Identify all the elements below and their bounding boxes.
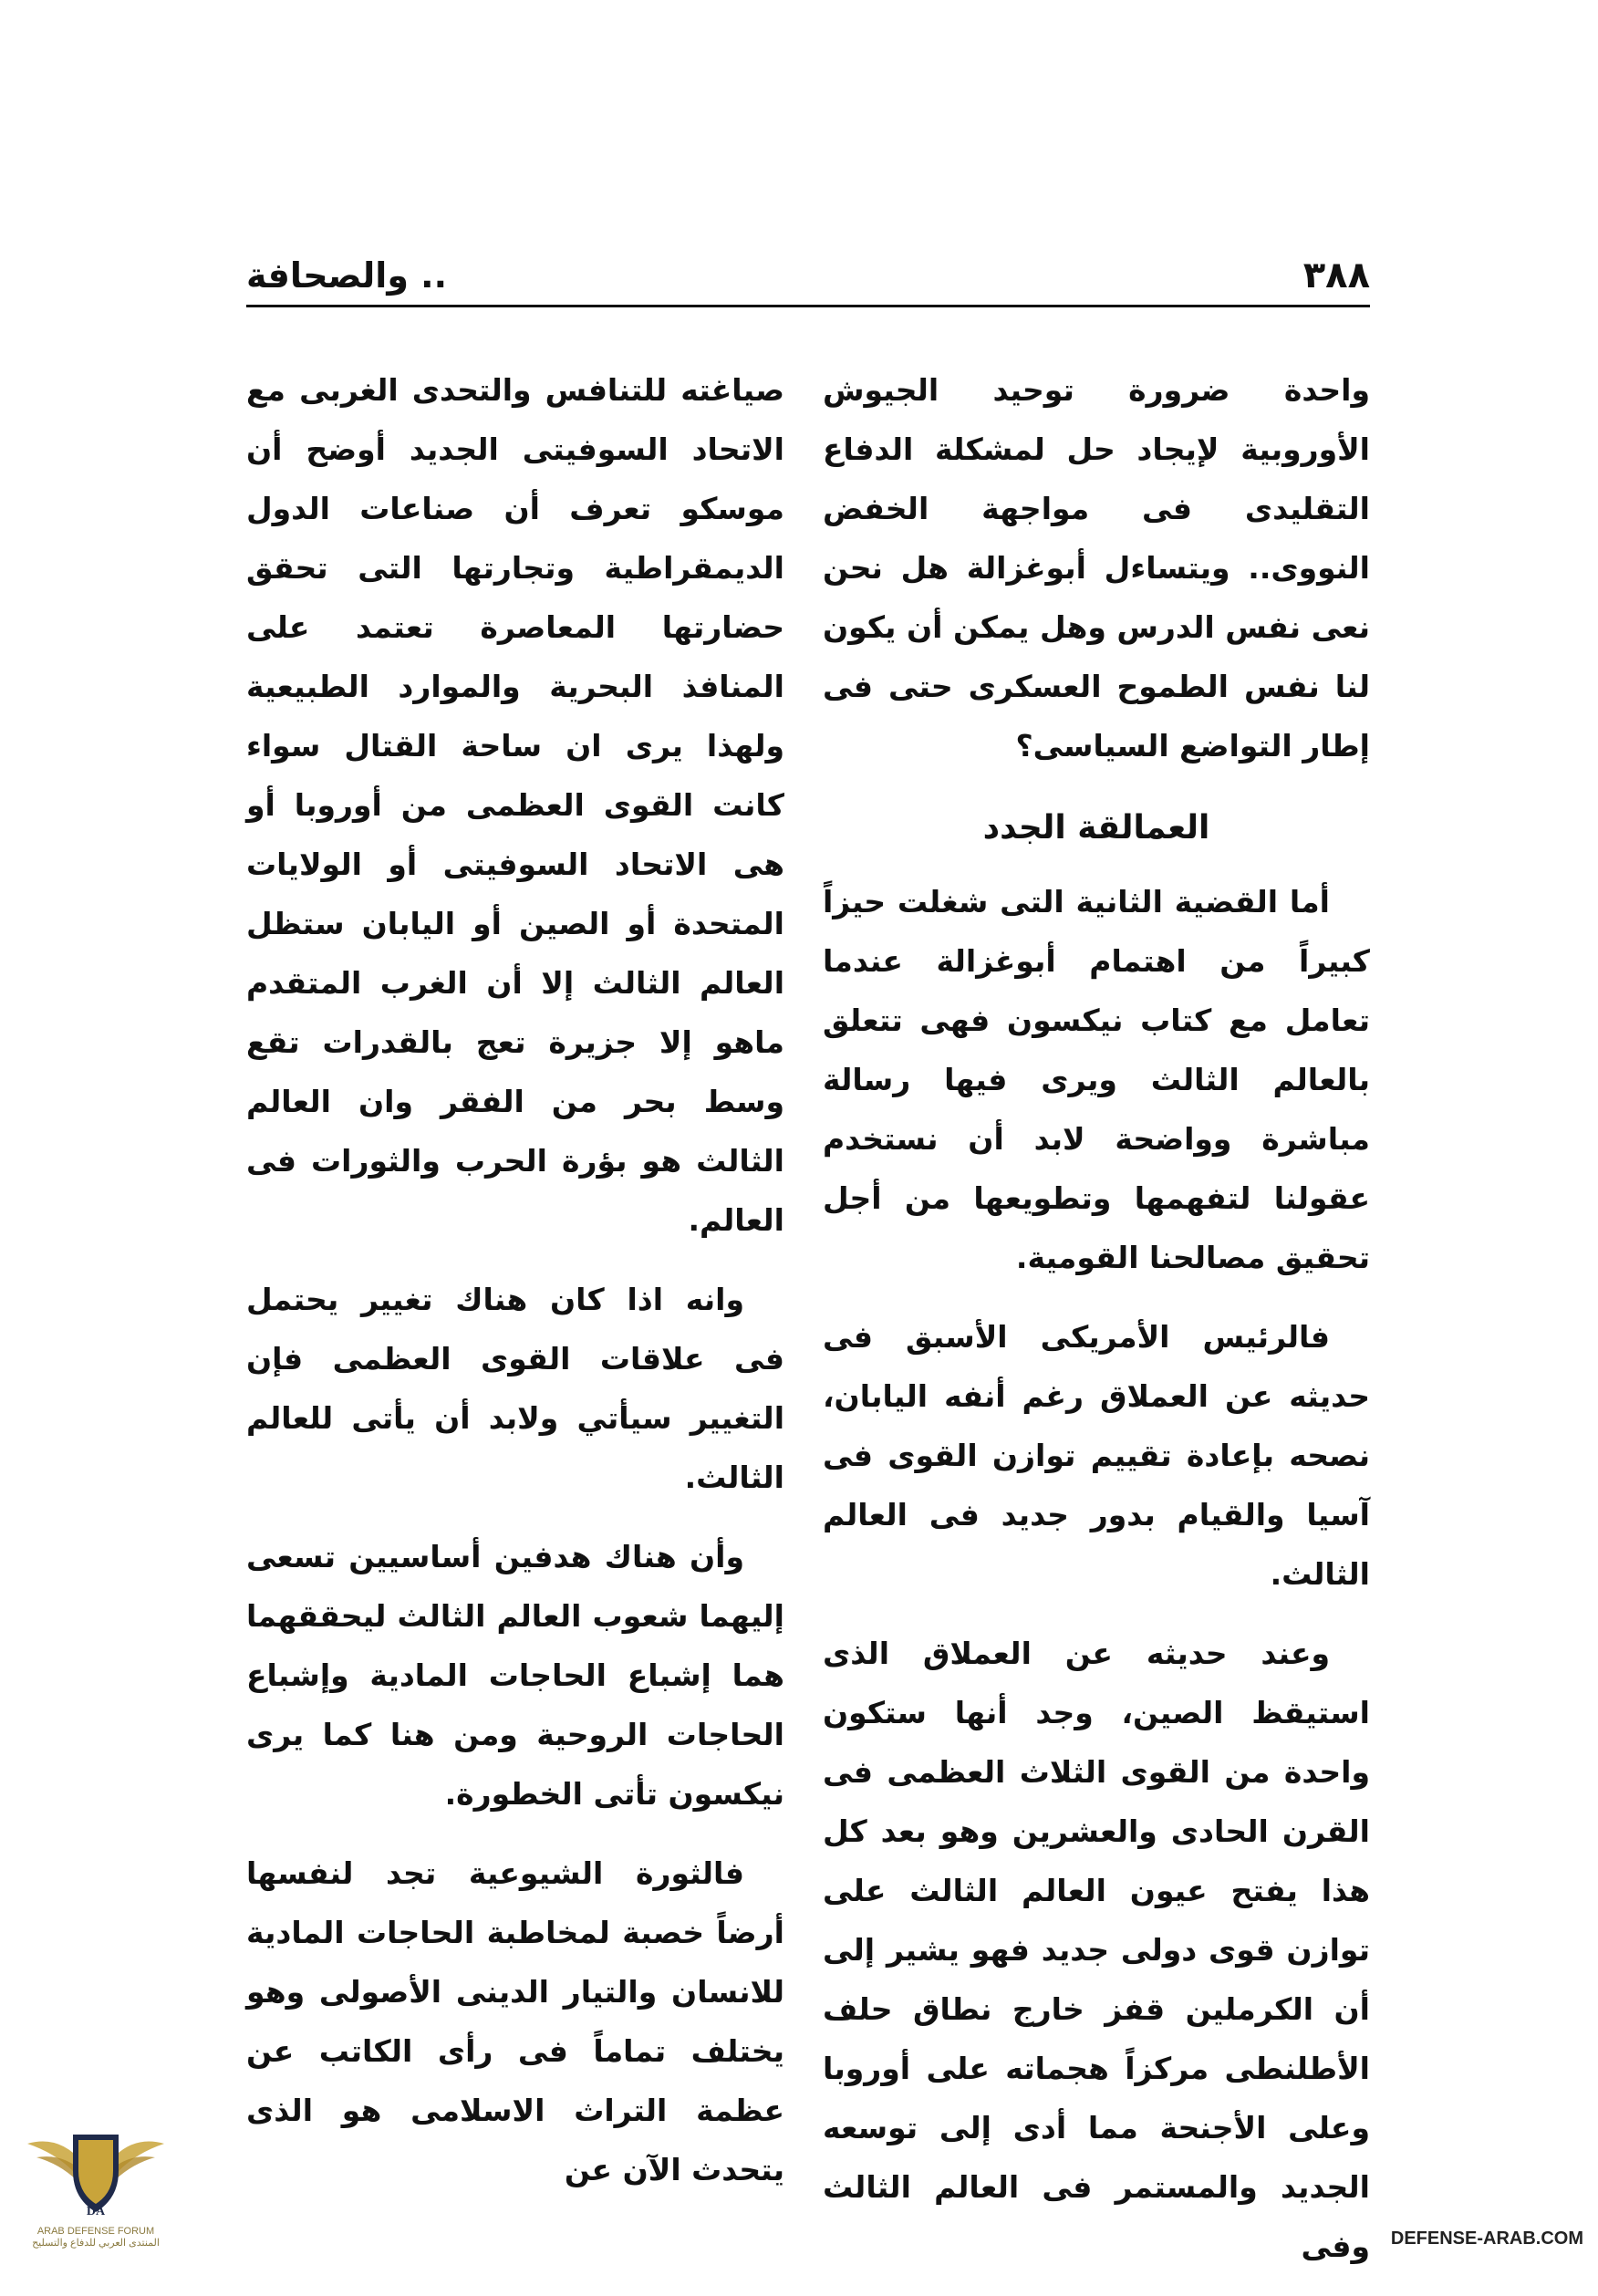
site-watermark: DEFENSE-ARAB.COM bbox=[1390, 2228, 1583, 2249]
paragraph: فالرئيس الأمريكى الأسبق فى حديثه عن العملاق رغم أنفه اليابان، نصحه بإعادة تقييم توازن القوى فى آسيا والقيام بدور جديد فى العالم الثالث. bbox=[823, 1319, 1370, 1592]
paragraph: صياغته للتنافس والتحدى الغربى مع الاتحاد السوفيتى الجديد أوضح أن موسكو تعرف أن صناعات الدول الديمقراطية وتجارتها التى تحقق حضارتها المعاصرة تعتمد على المنافذ البحرية والموارد الطبيعية ولهذا يرى ان ساحة القتال سواء كانت القوى العظمى من أوروبا أو هى الاتحاد السوفيتى أو الولايات المتحدة أو الصين أو اليابان ستظل العالم الثالث إلا أن الغرب المتقدم ماهو إلا جزيرة تعج بالقدرات تقع وسط بحر من الفقر وان العالم الثالث هو بؤرة الحرب والثورات فى العالم. bbox=[246, 372, 784, 1238]
logo-caption-en: ARAB DEFENSE FORUM bbox=[36, 2226, 155, 2237]
svg-text:DA: DA bbox=[86, 2205, 106, 2218]
paragraph: وعند حديثه عن العملاق الذى استيقظ الصين، وجد أنها ستكون واحدة من القوى الثلاث العظمى فى القرن الحادى والعشرين وهو بعد كل هذا يفتح عيون العالم الثالث على توازن قوى دولى جديد فهو يشير إلى أن الكرملين قفز خارج نطاق حلف الأطلنطى مركزاً هجماته على أوروبا وعلى الأجنحة مما أدى إلى توسعه الجديد والمستمر فى العالم الثالث وفى bbox=[823, 1636, 1370, 2264]
paragraph: واحدة ضرورة توحيد الجيوش الأوروبية لإيجاد حل لمشكلة الدفاع التقليدى فى مواجهة الخفض النووى.. ويتساءل أبوغزالة هل نحن نعى نفس الدرس وهل يمكن أن يكون لنا نفس الطموح العسكرى حتى فى إطار التواضع السياسى؟ bbox=[823, 372, 1370, 764]
forum-logo bbox=[18, 2107, 173, 2244]
right-column bbox=[823, 360, 1370, 2296]
shield-wings-icon bbox=[18, 2107, 173, 2244]
page-header bbox=[246, 248, 1370, 303]
paragraph: وانه اذا كان هناك تغيير يحتمل فى علاقات القوى العظمى فإن التغيير سيأتي ولابد أن يأتى للعالم الثالث. bbox=[246, 1282, 784, 1495]
logo-caption bbox=[18, 2226, 173, 2249]
logo-caption-ar: المنتدى العربي للدفاع والتسليح bbox=[32, 2238, 160, 2249]
left-column bbox=[246, 360, 784, 2219]
paragraph: فالثورة الشيوعية تجد لنفسها أرضاً خصبة لمخاطبة الحاجات المادية للانسان والتيار الدينى الأصولى وهو يختلف تماماً فى رأى الكاتب عن عظمة التراث الاسلامى هو الذى يتحدث الآن عن bbox=[246, 1855, 784, 2187]
header-rule bbox=[246, 305, 1370, 307]
running-title: .. والصحافة bbox=[246, 255, 448, 296]
section-heading: العمالقة الجدد bbox=[982, 809, 1210, 847]
paragraph: وأن هناك هدفين أساسيين تسعى إليهما شعوب العالم الثالث ليحققهما هما إشباع الحاجات المادية وإشباع الحاجات الروحية ومن هنا كما يرى نيكسون تأتى الخطورة. bbox=[246, 1539, 784, 1812]
page-number: ٣٨٨ bbox=[1302, 255, 1370, 296]
paragraph: أما القضية الثانية التى شغلت حيزاً كبيراً من اهتمام أبوغزالة عندما تعامل مع كتاب نيكسون فهى تتعلق بالعالم الثالث ويرى فيها رسالة مباشرة وواضحة لابد أن نستخدم عقولنا لتفهمها وتطويعها من أجل تحقيق مصالحنا القومية. bbox=[823, 884, 1370, 1275]
